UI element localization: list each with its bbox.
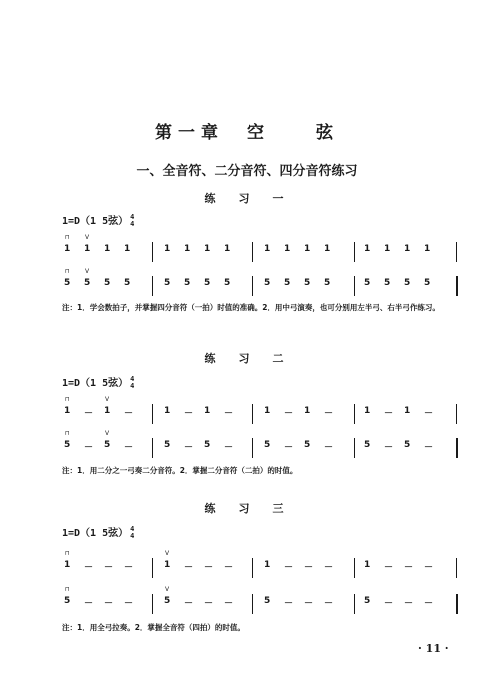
dash: － bbox=[184, 443, 194, 453]
note: 5 bbox=[384, 278, 391, 288]
up-bow-mark: V bbox=[105, 396, 110, 403]
exercise-2-key bbox=[62, 374, 134, 390]
note: 1 bbox=[404, 244, 411, 254]
dash: － bbox=[404, 563, 414, 573]
dash: － bbox=[104, 599, 114, 609]
dash: － bbox=[224, 599, 234, 609]
up-bow-mark: V bbox=[105, 430, 110, 437]
dash: － bbox=[124, 409, 134, 419]
dash: － bbox=[324, 409, 334, 419]
note: 5 bbox=[64, 440, 71, 450]
dash: － bbox=[324, 563, 334, 573]
staff-row bbox=[62, 430, 462, 460]
barline bbox=[354, 276, 355, 296]
note: 5 bbox=[264, 440, 271, 450]
note: 1 bbox=[264, 244, 271, 254]
note: 5 bbox=[164, 596, 171, 606]
dash: － bbox=[84, 599, 94, 609]
dash: － bbox=[84, 443, 94, 453]
note: 1 bbox=[284, 244, 291, 254]
note: 5 bbox=[84, 278, 91, 288]
note: 5 bbox=[304, 440, 311, 450]
section-title: 一、全音符、二分音符、四分音符练习 bbox=[136, 164, 358, 179]
note: 1 bbox=[324, 244, 331, 254]
dash: － bbox=[84, 409, 94, 419]
chapter-title: 第一章 空 弦 bbox=[155, 123, 339, 143]
exercise-3-key bbox=[62, 524, 134, 540]
dash: － bbox=[204, 599, 214, 609]
dash: － bbox=[384, 599, 394, 609]
key-signature: 1=D（1 5弦） bbox=[62, 378, 129, 389]
barline bbox=[152, 404, 153, 424]
note: 5 bbox=[164, 440, 171, 450]
note: 1 bbox=[364, 244, 371, 254]
note: 1 bbox=[164, 560, 171, 570]
note: 1 bbox=[404, 406, 411, 416]
dash: － bbox=[384, 443, 394, 453]
time-signature: 4 4 bbox=[130, 375, 135, 390]
note: 5 bbox=[324, 278, 331, 288]
note: 1 bbox=[364, 406, 371, 416]
note: 1 bbox=[104, 406, 111, 416]
barline bbox=[456, 558, 457, 578]
dash: － bbox=[184, 409, 194, 419]
note: 5 bbox=[124, 278, 131, 288]
dash: － bbox=[84, 563, 94, 573]
note: 1 bbox=[264, 560, 271, 570]
note: 1 bbox=[84, 244, 91, 254]
dash: － bbox=[304, 563, 314, 573]
note: 1 bbox=[164, 406, 171, 416]
down-bow-mark: ⊓ bbox=[65, 550, 70, 557]
dash: － bbox=[284, 443, 294, 453]
down-bow-mark: ⊓ bbox=[65, 430, 70, 437]
page-number: · 11 · bbox=[418, 642, 449, 655]
note: 5 bbox=[424, 278, 431, 288]
dash: － bbox=[104, 563, 114, 573]
exercise-1-note: 注：1．学会数拍子，并掌握四分音符（一拍）时值的准确。2．用中弓演奏，也可分别用左半弓、右半弓作练习。 bbox=[62, 303, 440, 312]
exercise-1-key bbox=[62, 212, 134, 228]
dash: － bbox=[384, 409, 394, 419]
barline bbox=[252, 594, 253, 614]
note: 5 bbox=[204, 440, 211, 450]
down-bow-mark: ⊓ bbox=[65, 586, 70, 593]
dash: － bbox=[124, 443, 134, 453]
note: 5 bbox=[164, 278, 171, 288]
dash: － bbox=[224, 443, 234, 453]
up-bow-mark: V bbox=[165, 586, 170, 593]
barline bbox=[354, 438, 355, 458]
note: 5 bbox=[264, 278, 271, 288]
dash: － bbox=[424, 563, 434, 573]
exercise-1-title: 练 习 一 bbox=[204, 192, 290, 205]
dash: － bbox=[284, 599, 294, 609]
note: 5 bbox=[104, 440, 111, 450]
down-bow-mark: ⊓ bbox=[65, 396, 70, 403]
barline bbox=[354, 242, 355, 262]
barline bbox=[456, 438, 458, 458]
up-bow-mark: V bbox=[85, 268, 90, 275]
note: 1 bbox=[204, 244, 211, 254]
dash: － bbox=[284, 409, 294, 419]
staff-row bbox=[62, 268, 462, 298]
note: 1 bbox=[64, 244, 71, 254]
exercise-3-title: 练 习 三 bbox=[204, 502, 290, 515]
time-signature: 4 4 bbox=[130, 525, 135, 540]
down-bow-mark: ⊓ bbox=[65, 268, 70, 275]
note: 1 bbox=[364, 560, 371, 570]
note: 5 bbox=[64, 278, 71, 288]
note: 1 bbox=[204, 406, 211, 416]
note: 1 bbox=[304, 244, 311, 254]
note: 5 bbox=[364, 596, 371, 606]
exercise-2-title: 练 习 二 bbox=[204, 352, 290, 365]
note: 5 bbox=[264, 596, 271, 606]
note: 1 bbox=[264, 406, 271, 416]
barline bbox=[152, 438, 153, 458]
note: 5 bbox=[364, 278, 371, 288]
dash: － bbox=[184, 599, 194, 609]
up-bow-mark: V bbox=[165, 550, 170, 557]
barline bbox=[152, 276, 153, 296]
note: 1 bbox=[384, 244, 391, 254]
note: 1 bbox=[184, 244, 191, 254]
barline bbox=[456, 276, 458, 296]
note: 5 bbox=[64, 596, 71, 606]
exercise-3-note: 注：1．用全弓拉奏。2．掌握全音符（四拍）的时值。 bbox=[62, 623, 245, 632]
dash: － bbox=[124, 563, 134, 573]
note: 5 bbox=[284, 278, 291, 288]
barline bbox=[152, 558, 153, 578]
dash: － bbox=[224, 563, 234, 573]
barline bbox=[354, 558, 355, 578]
barline bbox=[456, 404, 457, 424]
barline bbox=[252, 276, 253, 296]
dash: － bbox=[404, 599, 414, 609]
time-signature: 4 4 bbox=[130, 213, 135, 228]
note: 5 bbox=[224, 278, 231, 288]
note: 5 bbox=[204, 278, 211, 288]
dash: － bbox=[124, 599, 134, 609]
barline bbox=[152, 594, 153, 614]
barline bbox=[252, 438, 253, 458]
dash: － bbox=[384, 563, 394, 573]
staff-row bbox=[62, 396, 462, 426]
staff-row bbox=[62, 234, 462, 264]
note: 1 bbox=[124, 244, 131, 254]
key-signature: 1=D（1 5弦） bbox=[62, 528, 129, 539]
staff-row bbox=[62, 586, 462, 616]
note: 1 bbox=[224, 244, 231, 254]
note: 5 bbox=[364, 440, 371, 450]
dash: － bbox=[204, 563, 214, 573]
dash: － bbox=[424, 409, 434, 419]
dash: － bbox=[424, 443, 434, 453]
note: 5 bbox=[184, 278, 191, 288]
barline bbox=[456, 242, 457, 262]
barline bbox=[354, 404, 355, 424]
note: 1 bbox=[64, 406, 71, 416]
key-signature: 1=D（1 5弦） bbox=[62, 216, 129, 227]
exercise-2-note: 注：1．用二分之一弓奏二分音符。2．掌握二分音符（二拍）的时值。 bbox=[62, 466, 298, 475]
note: 1 bbox=[104, 244, 111, 254]
note: 1 bbox=[164, 244, 171, 254]
dash: － bbox=[324, 443, 334, 453]
barline bbox=[456, 594, 458, 614]
note: 5 bbox=[104, 278, 111, 288]
dash: － bbox=[284, 563, 294, 573]
note: 1 bbox=[304, 406, 311, 416]
barline bbox=[252, 558, 253, 578]
barline bbox=[252, 242, 253, 262]
dash: － bbox=[184, 563, 194, 573]
barline bbox=[152, 242, 153, 262]
dash: － bbox=[424, 599, 434, 609]
barline bbox=[354, 594, 355, 614]
dash: － bbox=[224, 409, 234, 419]
note: 5 bbox=[404, 278, 411, 288]
note: 5 bbox=[404, 440, 411, 450]
note: 5 bbox=[304, 278, 311, 288]
dash: － bbox=[304, 599, 314, 609]
dash: － bbox=[324, 599, 334, 609]
note: 1 bbox=[64, 560, 71, 570]
up-bow-mark: V bbox=[85, 234, 90, 241]
staff-row bbox=[62, 550, 462, 580]
down-bow-mark: ⊓ bbox=[65, 234, 70, 241]
note: 1 bbox=[424, 244, 431, 254]
barline bbox=[252, 404, 253, 424]
